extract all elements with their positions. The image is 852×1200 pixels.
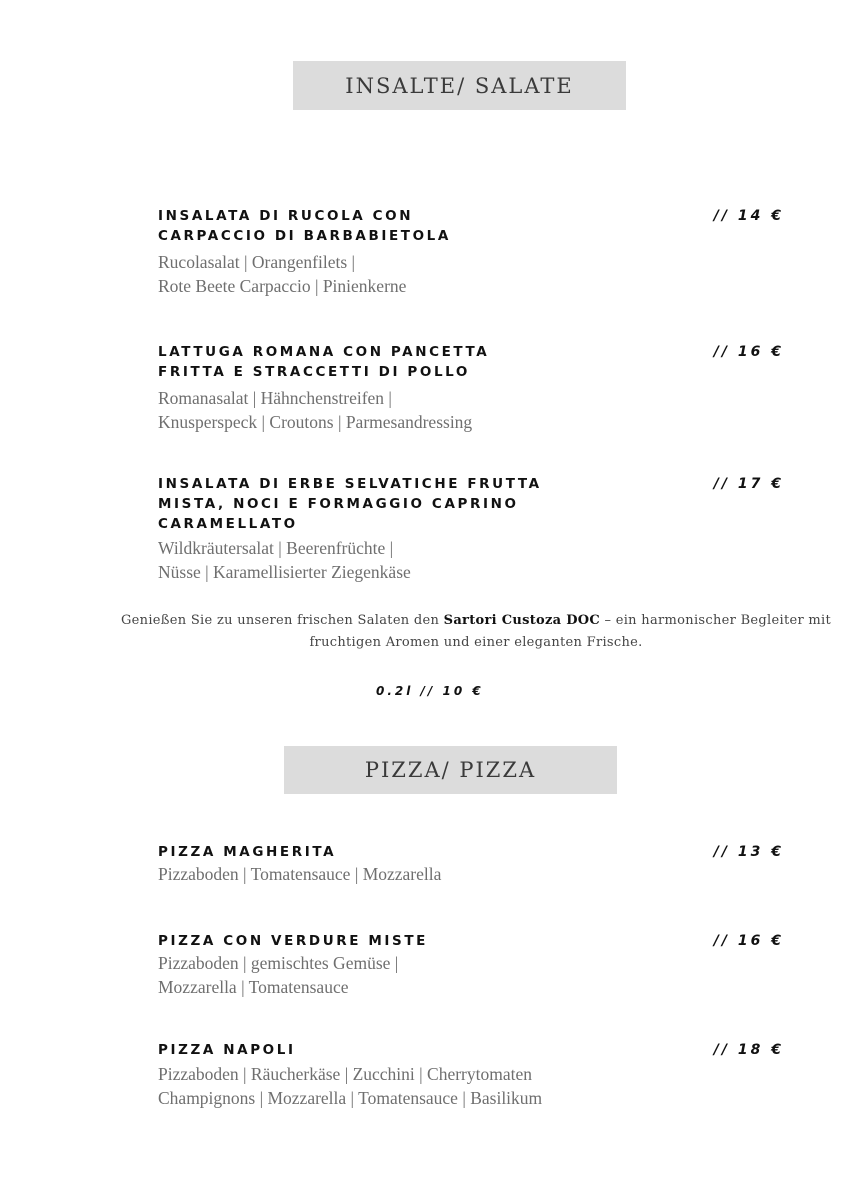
section-title-pizza: PIZZA/ PIZZA (284, 746, 617, 794)
item-price: // 16 € (713, 933, 784, 949)
item-description: Wildkräutersalat | Beerenfrüchte | Nüsse | Karamellisierter Ziegenkäse (158, 538, 411, 582)
item-name: PIZZA NAPOLI (158, 1042, 296, 1058)
item-name: INSALATA DI ERBE SELVATICHE FRUTTA MISTA, NOCI E FORMAGGIO CAPRINO CARAMELLATO (158, 476, 542, 532)
item-name: INSALATA DI RUCOLA CON CARPACCIO DI BARBABIETOLA (158, 208, 451, 244)
menu-item (158, 931, 798, 999)
item-name: PIZZA MAGHERITA (158, 844, 337, 860)
wine-note-text-end: – ein harmonischer Begleiter mit fruchtigen Aromen und einer eleganten Frische. (309, 613, 832, 650)
wine-pairing-note (120, 610, 832, 654)
menu-item (158, 1040, 798, 1110)
menu-item (158, 342, 798, 434)
wine-price: 0.2l // 10 € (376, 684, 484, 698)
item-name: LATTUGA ROMANA CON PANCETTA FRITTA E STRACCETTI DI POLLO (158, 344, 490, 380)
item-price: // 17 € (713, 476, 784, 492)
menu-item (158, 474, 798, 584)
item-description: Rucolasalat | Orangenfilets | Rote Beete Carpaccio | Pinienkerne (158, 252, 407, 296)
item-description: Romanasalat | Hähnchenstreifen | Knusperspeck | Croutons | Parmesandressing (158, 388, 473, 432)
item-price: // 14 € (713, 208, 784, 224)
item-description: Pizzaboden | gemischtes Gemüse | Mozzarella | Tomatensauce (158, 953, 399, 997)
item-name: PIZZA CON VERDURE MISTE (158, 933, 428, 949)
section-title-salads: INSALTE/ SALATE (293, 61, 626, 110)
wine-name: Sartori Custoza DOC (443, 613, 601, 628)
item-price: // 16 € (713, 344, 784, 360)
menu-item (158, 842, 798, 886)
item-price: // 18 € (713, 1042, 784, 1058)
item-description: Pizzaboden | Tomatensauce | Mozzarella (158, 864, 442, 884)
menu-item (158, 206, 798, 298)
item-price: // 13 € (713, 844, 784, 860)
wine-note-text: Genießen Sie zu unseren frischen Salaten den (120, 613, 444, 628)
item-description: Pizzaboden | Räucherkäse | Zucchini | Cherrytomaten Champignons | Mozzarella | Tomatensauce | Basilikum (158, 1064, 543, 1108)
